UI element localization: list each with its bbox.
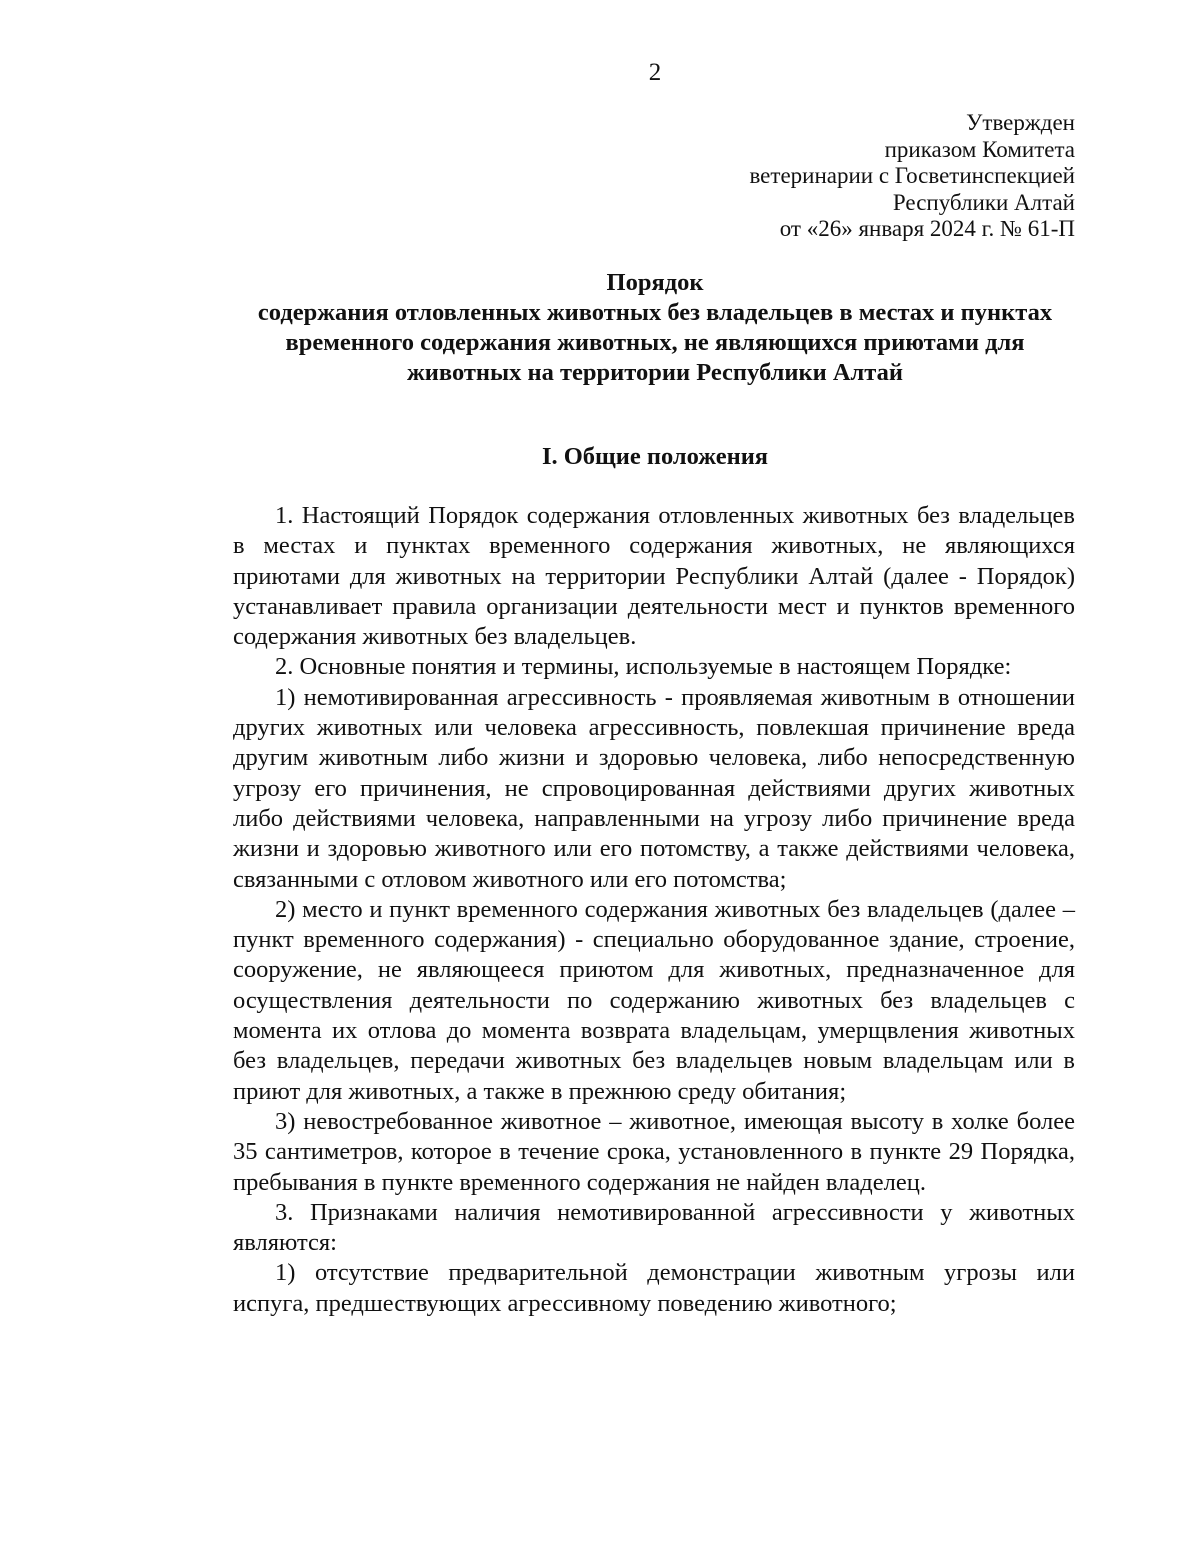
approval-line: приказом Комитета [884,136,1075,162]
title-line: содержания отловленных животных без владельцев в местах и пунктах [257,299,1053,326]
approval-stamp [749,110,1075,243]
paragraph: 1. Настоящий Порядок содержания отловленных животных без владельцев в местах и пунктах временного содержания животных, не являющихся приютами для животных на территории Республики Алтай (далее - Порядок) устанавливает правила организации деятельности мест и пунктов временного содержания животных без владельцев. [233,502,1075,651]
title-line: Порядок [606,269,704,296]
paragraph: 3. Признаками наличия немотивированной агрессивности у животных являются: [233,1198,1075,1257]
title-line: временного содержания животных, не являющихся приютами для [285,329,1025,356]
paragraph: 2) место и пункт временного содержания животных без владельцев (далее – пункт временного содержания) - специально оборудованное здание, строение, сооружение, не являющееся приютом для животных, предназначенное для осуществления деятельности по содержанию животных без владельцев с момента их отлова до момента возврата владельцам, умерщвления животных без владельцев, передачи животных без владельцев новым владельцам или в приют для животных, а также в прежнюю среду обитания; [233,895,1075,1105]
approval-line: ветеринарии с Госветинспекцией [749,163,1075,188]
approval-line: от «26» января 2024 г. № 61-П [779,216,1075,241]
approval-line: Утвержден [966,110,1075,135]
paragraph: 1) немотивированная агрессивность - проявляемая животным в отношении других животных или человека агрессивность, повлекшая причинение вреда другим животным либо жизни и здоровью человека, либо непосредственную угрозу его причинения, не спровоцированная действиями других животных либо действиями человека, направленными на угрозу либо причинение вреда жизни и здоровью животного или его потомству, а также действиями человека, связанными с отловом животного или его потомства; [233,683,1075,893]
paragraph: 3) невостребованное животное – животное, имеющая высоту в холке более 35 сантиметров, которое в течение срока, установленного в пункте 29 Порядка, пребывания в пункте временного содержания не найден владелец. [233,1107,1075,1196]
document-body [233,501,1075,1319]
paragraph: 1) отсутствие предварительной демонстрации животным угрозы или испуга, предшествующих агрессивному поведению животного; [233,1259,1075,1317]
title-line: животных на территории Республики Алтай [407,359,903,386]
approval-line: Республики Алтай [892,189,1075,215]
document-title [220,268,1090,388]
page-number: 2 [648,59,662,86]
paragraph: 2. Основные понятия и термины, используемые в настоящем Порядке: [275,653,1012,681]
section-heading: I. Общие положения [541,443,769,470]
